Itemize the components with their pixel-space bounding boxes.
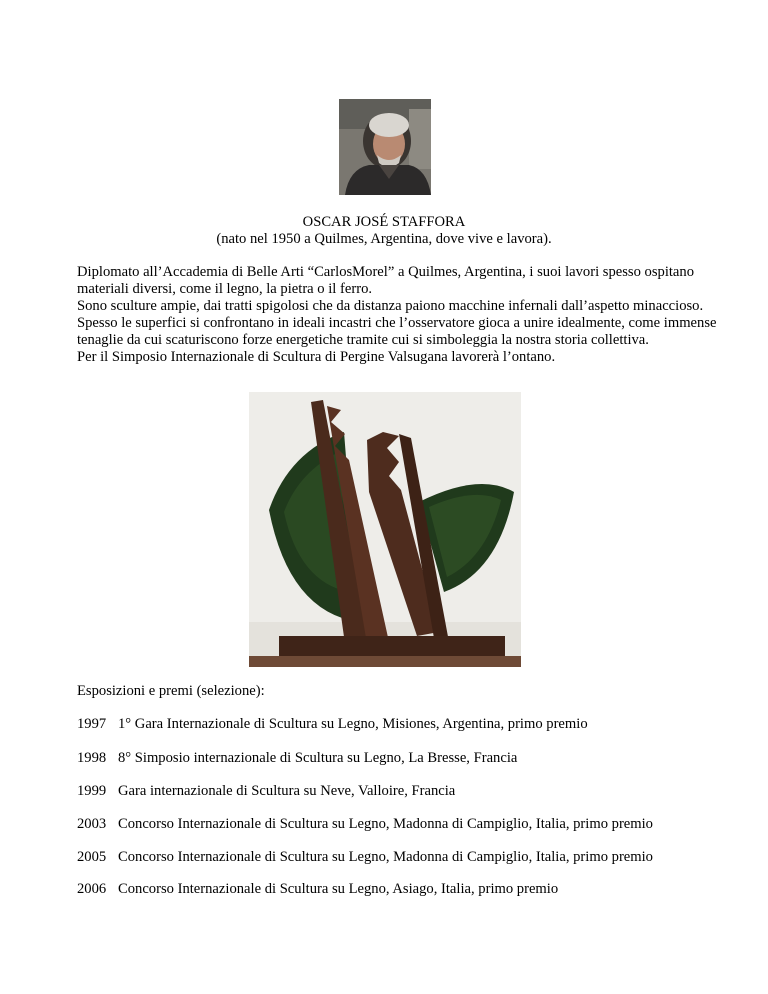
- sculpture-image: [249, 392, 521, 667]
- award-description: 1° Gara Internazionale di Scultura su Legno, Misiones, Argentina, primo premio: [118, 716, 588, 732]
- sculpture-photo: [249, 392, 521, 667]
- award-description: Concorso Internazionale di Scultura su Legno, Madonna di Campiglio, Italia, primo premio: [118, 816, 653, 832]
- bio-paragraph: Sono sculture ampie, dai tratti spigolosi che da distanza paiono macchine infernali dall’aspetto minaccioso. Spesso le superfici si confrontano in ideali incastri che l’osservatore gioca a unire idealmente, come immense tenaglie da cui scaturiscono forze energetiche tramite cui si simboleggia la nostra storia collettiva.: [77, 298, 717, 348]
- award-description: 8° Simposio internazionale di Scultura su Legno, La Bresse, Francia: [118, 750, 518, 766]
- award-year: 1999: [77, 783, 107, 799]
- award-item: [77, 881, 757, 899]
- artist-portrait: [339, 99, 431, 195]
- artist-birth-info: (nato nel 1950 a Quilmes, Argentina, dove vive e lavora).: [216, 231, 552, 247]
- award-description: Gara internazionale di Scultura su Neve, Valloire, Francia: [118, 783, 456, 799]
- award-item: [77, 849, 757, 867]
- award-description: Concorso Internazionale di Scultura su Legno, Asiago, Italia, primo premio: [118, 881, 559, 897]
- award-year: 2003: [77, 816, 107, 832]
- bio-paragraph: Diplomato all’Accademia di Belle Arti “CarlosMorel” a Quilmes, Argentina, i suoi lavori spesso ospitano materiali diversi, come il legno, la pietra o il ferro.: [77, 264, 694, 297]
- award-item: [77, 816, 757, 834]
- award-year: 2005: [77, 849, 107, 865]
- biography: [77, 264, 717, 366]
- award-year: 2006: [77, 881, 107, 897]
- awards-title: Esposizioni e premi (selezione):: [77, 683, 265, 699]
- award-item: [77, 783, 757, 801]
- portrait-image: [339, 99, 431, 195]
- bio-paragraph: Per il Simposio Internazionale di Scultura di Pergine Valsugana lavorerà l’ontano.: [77, 349, 556, 365]
- award-item: [77, 716, 757, 734]
- award-year: 1998: [77, 750, 107, 766]
- award-year: 1997: [77, 716, 107, 732]
- artist-name: OSCAR JOSÉ STAFFORA: [302, 214, 466, 230]
- award-item: [77, 750, 757, 768]
- award-description: Concorso Internazionale di Scultura su Legno, Madonna di Campiglio, Italia, primo premio: [118, 849, 653, 865]
